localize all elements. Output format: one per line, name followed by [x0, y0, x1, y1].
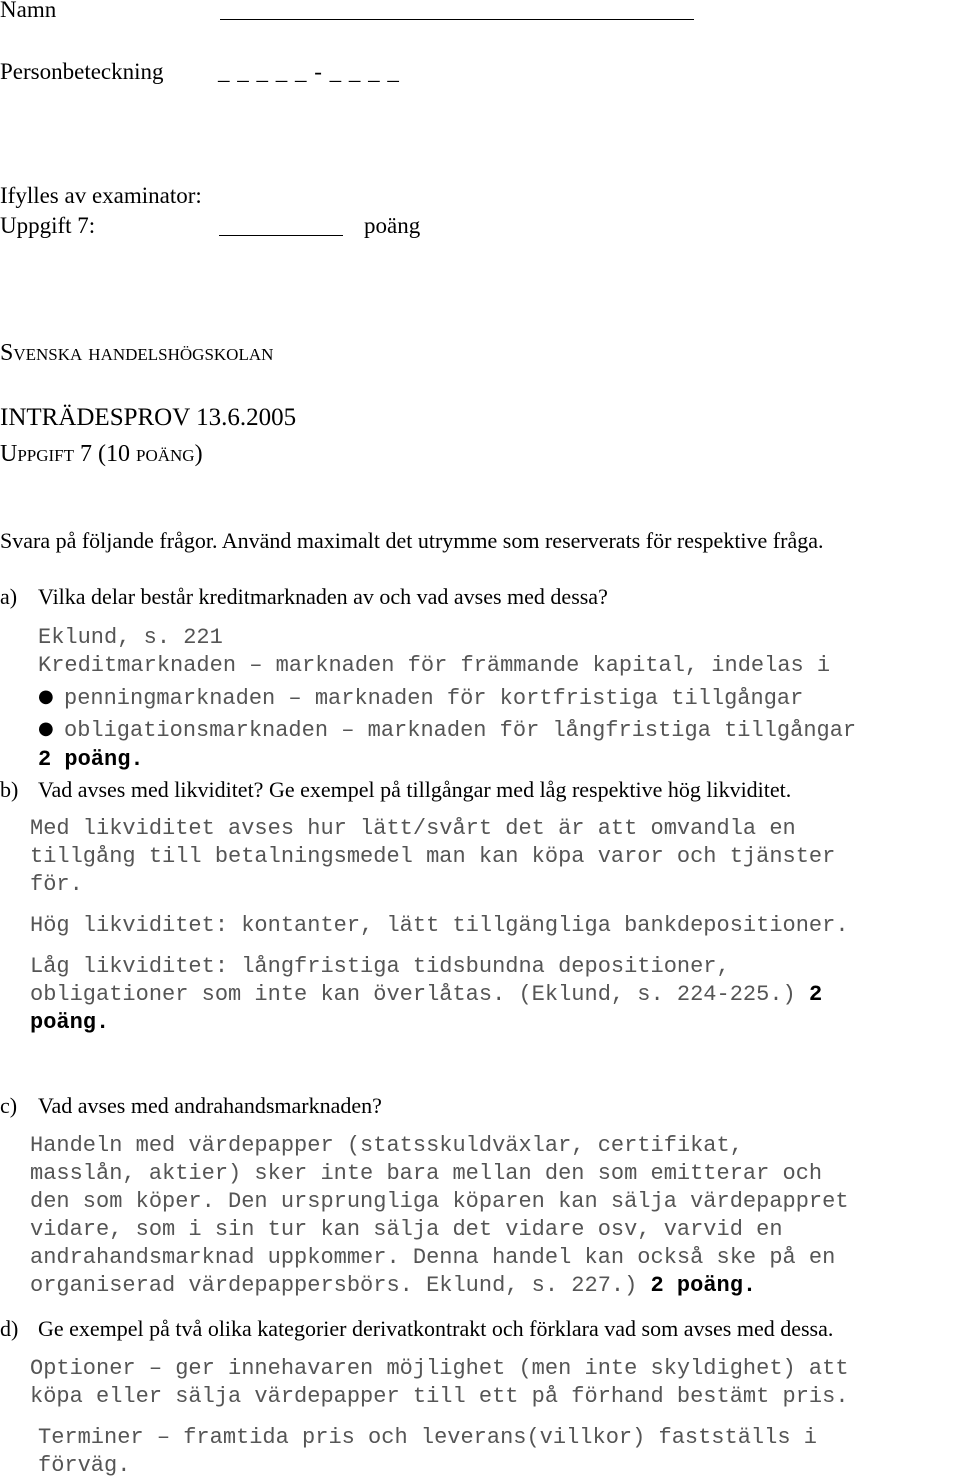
bullet-icon: ● [38, 718, 54, 739]
answer-c-line4: vidare, som i sin tur kan sälja det vidare osv, varvid en [30, 1217, 783, 1242]
answer-c-line2: masslån, aktier) sker inte bara mellan den som emitterar och [30, 1161, 823, 1186]
question-a-label: a) [0, 584, 18, 609]
question-c-label: c) [0, 1093, 18, 1118]
school-name: Svenska handelshögskolan [0, 340, 274, 366]
name-field-line[interactable] [220, 19, 694, 20]
name-label: Namn [0, 0, 57, 22]
answer-b-p1-line3: för. [30, 872, 83, 897]
question-b-label: b) [0, 777, 19, 802]
instructions: Svara på följande frågor. Använd maximalt det utrymme som reserverats för respektive fråga. [0, 528, 824, 553]
answer-b-p3-line1: Låg likviditet: långfristiga tidsbundna depositioner, [30, 954, 730, 979]
personnummer-label: Personbeteckning [0, 59, 164, 84]
question-d-label: d) [0, 1316, 19, 1341]
task-heading: Uppgift 7 (10 poäng) [0, 441, 203, 467]
answer-a-bullet2: obligationsmarknaden – marknaden för långfristiga tillgångar [64, 718, 857, 743]
question-a [0, 583, 608, 611]
answer-b-p3-line2 [30, 981, 822, 1009]
answer-b-p3-line2-text: obligationer som inte kan överlåtas. (Eklund, s. 224-225.) [30, 982, 796, 1007]
exam-title: INTRÄDESPROV 13.6.2005 [0, 404, 297, 431]
answer-c-line1: Handeln med värdepapper (statsskuldväxlar, certifikat, [30, 1133, 743, 1158]
answer-c-line6-text: organiserad värdepappersbörs. Eklund, s. 227.) [30, 1273, 638, 1298]
answer-c-line3: den som köper. Den ursprungliga köparen kan sälja värdepappret [30, 1189, 849, 1214]
points-unit-label: poäng [364, 213, 421, 238]
answer-b-points-value: 2 [808, 982, 823, 1007]
answer-d-p2-line1: Terminer – framtida pris och leverans(villkor) fastställs i [38, 1425, 817, 1450]
examiner-label: Ifylles av examinator: [0, 183, 202, 208]
answer-a-line1: Kreditmarknaden – marknaden för främmande kapital, indelas i [38, 653, 831, 678]
personnummer-mask[interactable]: _ _ _ _ _ - _ _ _ _ [218, 59, 400, 84]
answer-b-p2: Hög likviditet: kontanter, lätt tillgängliga bankdepositioner. [30, 913, 849, 938]
task-score-line[interactable] [219, 235, 343, 236]
question-b-text: Vad avses med likviditet? Ge exempel på tillgångar med låg respektive hög likviditet. [38, 777, 792, 802]
answer-d-p2-line2: förväg. [38, 1453, 131, 1478]
bullet-icon: ● [38, 686, 54, 707]
question-d [0, 1315, 833, 1343]
answer-a-points: 2 poäng. [38, 747, 144, 772]
question-d-text: Ge exempel på två olika kategorier derivatkontrakt och förklara vad som avses med dessa. [38, 1316, 834, 1341]
answer-d-p1-line1: Optioner – ger innehavaren möjlighet (men inte skyldighet) att [30, 1356, 849, 1381]
answer-a-bullet1: penningmarknaden – marknaden för kortfristiga tillgångar [64, 686, 804, 711]
answer-c-line5: andrahandsmarknad uppkommer. Denna handel kan också ske på en [30, 1245, 836, 1270]
answer-b-points-unit: poäng. [30, 1010, 110, 1035]
answer-d-p1-line2: köpa eller sälja värdepapper till ett på förhand bestämt pris. [30, 1384, 849, 1409]
question-c [0, 1092, 382, 1120]
answer-a-ref: Eklund, s. 221 [38, 625, 223, 650]
question-a-text: Vilka delar består kreditmarknaden av och vad avses med dessa? [38, 584, 608, 609]
answer-b-p1-line1: Med likviditet avses hur lätt/svårt det är att omvandla en [30, 816, 796, 841]
question-c-text: Vad avses med andrahandsmarknaden? [38, 1093, 382, 1118]
task-score-label: Uppgift 7: [0, 213, 96, 238]
answer-c-line6 [30, 1272, 756, 1300]
answer-c-points: 2 poäng. [650, 1273, 757, 1298]
question-b [0, 776, 791, 804]
answer-b-p1-line2: tillgång till betalningsmedel man kan köpa varor och tjänster [30, 844, 836, 869]
